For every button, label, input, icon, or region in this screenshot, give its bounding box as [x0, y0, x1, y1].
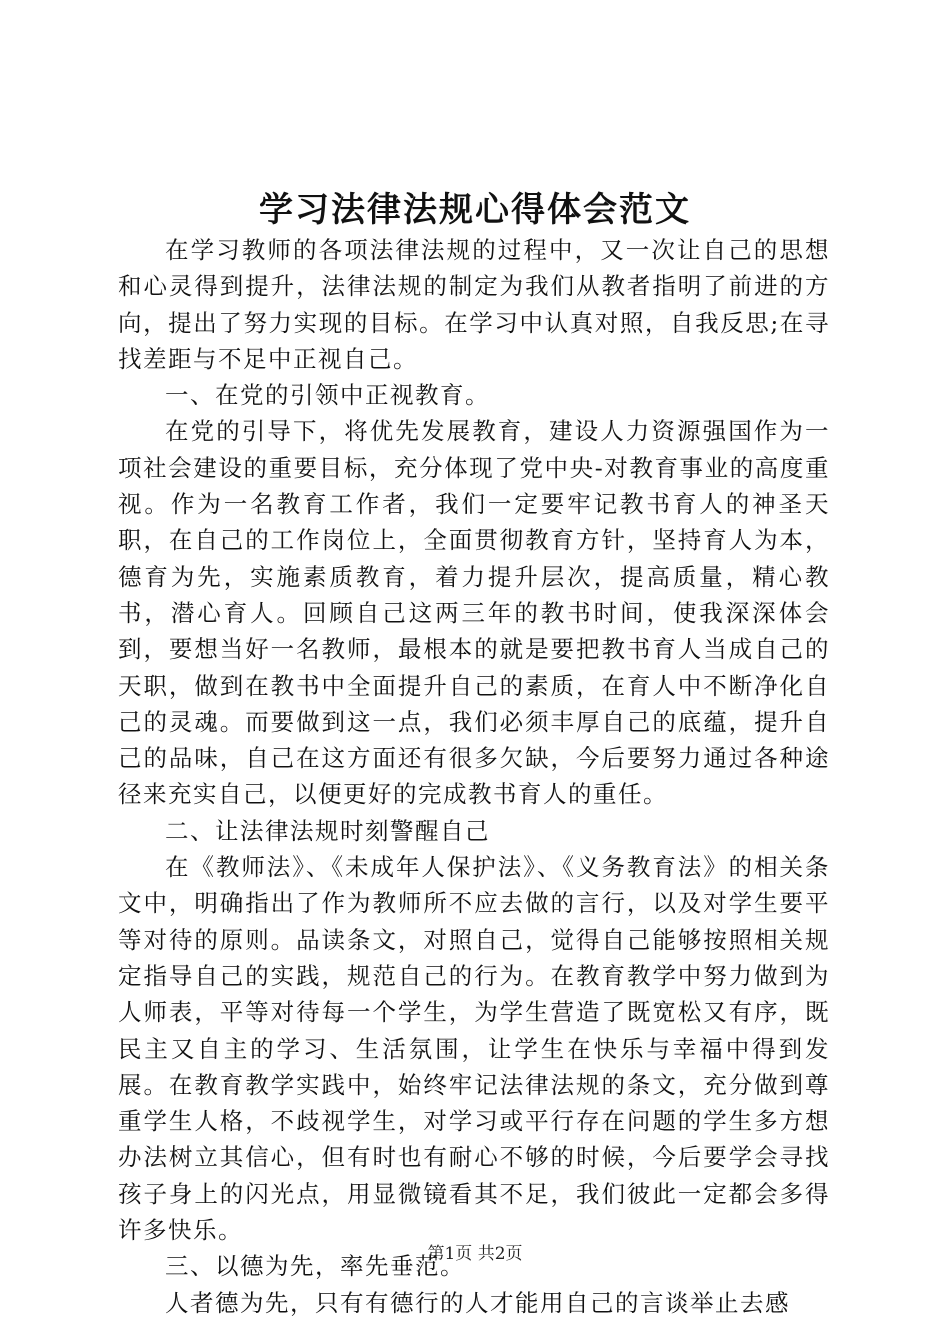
paragraph-section-3: 人者德为先，只有有德行的人才能用自己的言谈举止去感 [165, 1288, 790, 1317]
section-heading-2: 二、让法律法规时刻警醒自己 [165, 816, 490, 845]
paragraph-intro: 在学习教师的各项法律法规的过程中，又一次让自己的思想和心灵得到提升，法律法规的制定为我们从教者指明了前进的方向，提出了努力实现的目标。在学习中认真对照，自我反思;在寻找差距与不足中正视自己。 [118, 236, 830, 373]
section-heading-1: 一、在党的引领中正视教育。 [165, 381, 490, 410]
document-body [118, 232, 830, 1321]
section-heading-3: 三、以德为先，率先垂范。 [165, 1252, 465, 1281]
paragraph-section-2: 在《教师法》、《未成年人保护法》、《义务教育法》的相关条文中，明确指出了作为教师所不应去做的言行，以及对学生要平等对待的原则。品读条文，对照自己，觉得自己能够按照相关规定指导自己的实践，规范自己的行为。在教育教学中努力做到为人师表，平等对待每一个学生，为学生营造了既宽松又有序，既民主又自主的学习、生活氛围，让学生在快乐与幸福中得到发展。在教育教学实践中，始终牢记法律法规的条文，充分做到尊重学生人格，不歧视学生，对学习或平行存在问题的学生多方想办法树立其信心，但有时也有耐心不够的时候，今后要学会寻找孩子身上的闪光点，用显微镜看其不足，我们彼此一定都会多得许多快乐。 [118, 853, 830, 1245]
paragraph-section-1: 在党的引导下，将优先发展教育，建设人力资源强国作为一项社会建设的重要目标，充分体现了党中央-对教育事业的高度重视。作为一名教育工作者，我们一定要牢记教书育人的神圣天职，在自己的工作岗位上，全面贯彻教育方针，坚持育人为本，德育为先，实施素质教育，着力提升层次，提高质量，精心教书，潜心育人。回顾自己这两三年的教书时间，使我深深体会到，要想当好一名教师，最根本的就是要把教书育人当成自己的天职，做到在教书中全面提升自己的素质，在育人中不断净化自己的灵魂。而要做到这一点，我们必须丰厚自己的底蕴，提升自己的品味，自己在这方面还有很多欠缺，今后要努力通过各种途径来充实自己，以便更好的完成教书育人的重任。 [118, 417, 830, 809]
document-title: 学习法律法规心得体会范文 [259, 190, 691, 230]
page-number-footer: 第1页 共2页 [427, 1244, 523, 1264]
